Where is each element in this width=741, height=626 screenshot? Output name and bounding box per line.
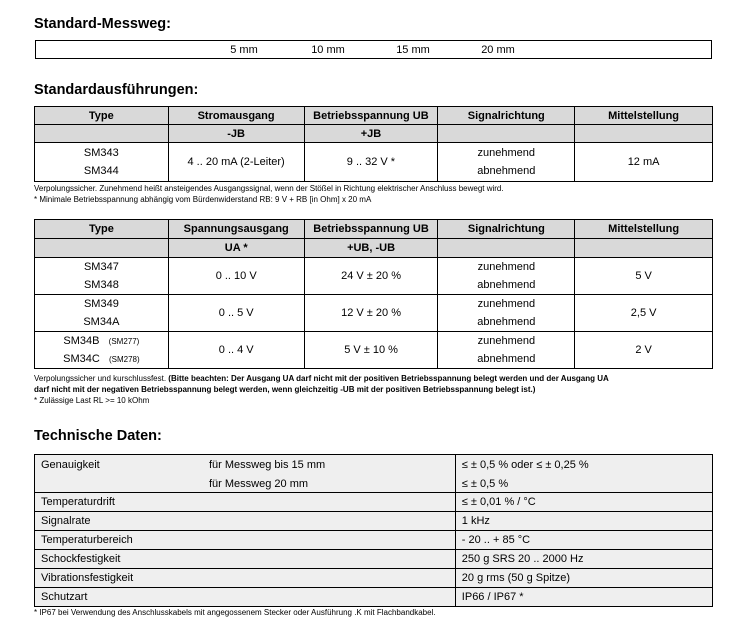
row-sublabel: für Messweg 20 mm bbox=[209, 477, 309, 490]
supply-cell: 5 V ± 10 % bbox=[304, 332, 438, 369]
sub-header bbox=[575, 125, 713, 143]
col-header: Type bbox=[35, 107, 169, 125]
table-row bbox=[35, 531, 713, 550]
messweg-title: Standard-Messweg: bbox=[34, 16, 171, 32]
supply-cell: 12 V ± 20 % bbox=[304, 295, 438, 332]
messweg-bar bbox=[35, 40, 712, 59]
sub-header bbox=[575, 239, 713, 258]
row-label: Schockfestigkeit bbox=[35, 550, 456, 569]
output-cell: 4 .. 20 mA (2-Leiter) bbox=[168, 143, 304, 182]
col-header: Type bbox=[35, 220, 169, 239]
messweg-value: 15 mm bbox=[396, 44, 430, 56]
sub-header: UA * bbox=[168, 239, 304, 258]
messweg-value: 10 mm bbox=[311, 44, 345, 56]
type-code: SM344 bbox=[83, 165, 119, 178]
table2-note: darf nicht mit der negativen Betriebsspannung belegt werden, wenn gleichzeitig -UB mit der positiven Betriebsspannung belegt ist.) bbox=[34, 385, 536, 394]
center-cell: 2 V bbox=[575, 332, 713, 369]
type-code-with-ref: SM34B (SM277) bbox=[63, 335, 140, 347]
output-cell: 0 .. 10 V bbox=[168, 258, 304, 295]
table-row bbox=[35, 512, 713, 531]
type-code: SM343 bbox=[83, 146, 119, 159]
row-value: ≤ ± 0,5 % bbox=[461, 477, 509, 490]
col-header: Signalrichtung bbox=[438, 107, 575, 125]
row-value: 20 g rms (50 g Spitze) bbox=[455, 569, 712, 588]
direction: abnehmend bbox=[477, 279, 536, 291]
table-row bbox=[35, 569, 713, 588]
messweg-value: 5 mm bbox=[230, 44, 258, 56]
type-code: SM347 bbox=[83, 261, 119, 273]
sub-header: +UB, -UB bbox=[304, 239, 438, 258]
table2-note: Verpolungssicher und kurschlussfest. (Bitte beachten: Der Ausgang UA darf nicht mit der positiven Betriebsspannung belegt werden und der Ausgang UA bbox=[34, 374, 609, 383]
row-label: Schutzart bbox=[35, 588, 456, 607]
row-label: Vibrationsfestigkeit bbox=[35, 569, 456, 588]
direction: abnehmend bbox=[477, 165, 536, 178]
sub-header: -JB bbox=[168, 125, 304, 143]
type-ref: (SM278) bbox=[108, 355, 140, 364]
type-code: SM34A bbox=[83, 316, 120, 328]
sub-header: +JB bbox=[304, 125, 438, 143]
row-value: IP66 / IP67 * bbox=[455, 588, 712, 607]
table-row bbox=[35, 455, 713, 493]
row-value: - 20 .. + 85 °C bbox=[455, 531, 712, 550]
col-header: Mittelstellung bbox=[575, 220, 713, 239]
table-row bbox=[35, 295, 713, 332]
output-cell: 0 .. 5 V bbox=[168, 295, 304, 332]
sub-header bbox=[438, 125, 575, 143]
direction: zunehmend bbox=[477, 146, 536, 159]
direction: abnehmend bbox=[477, 353, 536, 365]
messweg-value: 20 mm bbox=[481, 44, 515, 56]
col-header: Betriebsspannung UB bbox=[304, 107, 438, 125]
col-header: Signalrichtung bbox=[438, 220, 575, 239]
tech-title: Technische Daten: bbox=[34, 428, 162, 444]
tech-note: * IP67 bei Verwendung des Anschlusskabels mit angegossenem Stecker oder Ausführung .K mit Flachbandkabel. bbox=[34, 608, 436, 617]
row-value: 250 g SRS 20 .. 2000 Hz bbox=[455, 550, 712, 569]
row-label: Temperaturdrift bbox=[35, 493, 456, 512]
table-row bbox=[35, 493, 713, 512]
center-cell: 2,5 V bbox=[575, 295, 713, 332]
current-output-table bbox=[34, 106, 713, 182]
table2-note: * Zulässige Last RL >= 10 kOhm bbox=[34, 396, 150, 405]
table-row bbox=[35, 588, 713, 607]
standard-title: Standardausführungen: bbox=[34, 82, 199, 98]
center-cell: 12 mA bbox=[575, 143, 713, 182]
direction: zunehmend bbox=[477, 261, 536, 273]
table-row bbox=[35, 143, 713, 182]
row-label: Genauigkeit bbox=[41, 458, 100, 471]
output-cell: 0 .. 4 V bbox=[168, 332, 304, 369]
supply-cell: 9 .. 32 V * bbox=[304, 143, 438, 182]
tech-table bbox=[34, 454, 713, 607]
direction: zunehmend bbox=[477, 298, 536, 310]
row-value: ≤ ± 0,01 % / °C bbox=[455, 493, 712, 512]
col-header: Spannungsausgang bbox=[168, 220, 304, 239]
direction: abnehmend bbox=[477, 316, 536, 328]
direction: zunehmend bbox=[477, 335, 536, 347]
voltage-output-table bbox=[34, 219, 713, 369]
sub-header bbox=[35, 125, 169, 143]
table1-note: * Minimale Betriebsspannung abhängig vom Bürdenwiderstand RB: 9 V + RB [in Ohm] x 20 mA bbox=[34, 195, 372, 204]
sub-header bbox=[438, 239, 575, 258]
type-ref: (SM277) bbox=[108, 337, 140, 346]
table1-note: Verpolungssicher. Zunehmend heißt ansteigendes Ausgangssignal, wenn der Stößel in Richtung elektrischer Anschluss bewegt wird. bbox=[34, 184, 504, 193]
row-sublabel: für Messweg bis 15 mm bbox=[209, 458, 326, 471]
table-row bbox=[35, 258, 713, 295]
col-header: Stromausgang bbox=[168, 107, 304, 125]
col-header: Mittelstellung bbox=[575, 107, 713, 125]
supply-cell: 24 V ± 20 % bbox=[304, 258, 438, 295]
type-code: SM349 bbox=[83, 298, 119, 310]
type-code-with-ref: SM34C (SM278) bbox=[63, 353, 140, 365]
table-row bbox=[35, 550, 713, 569]
row-value: 1 kHz bbox=[455, 512, 712, 531]
row-value: ≤ ± 0,5 % oder ≤ ± 0,25 % bbox=[461, 458, 589, 471]
type-code: SM348 bbox=[83, 279, 119, 291]
table-row bbox=[35, 332, 713, 369]
sub-header bbox=[35, 239, 169, 258]
row-label: Signalrate bbox=[35, 512, 456, 531]
center-cell: 5 V bbox=[575, 258, 713, 295]
col-header: Betriebsspannung UB bbox=[304, 220, 438, 239]
row-label: Temperaturbereich bbox=[35, 531, 456, 550]
